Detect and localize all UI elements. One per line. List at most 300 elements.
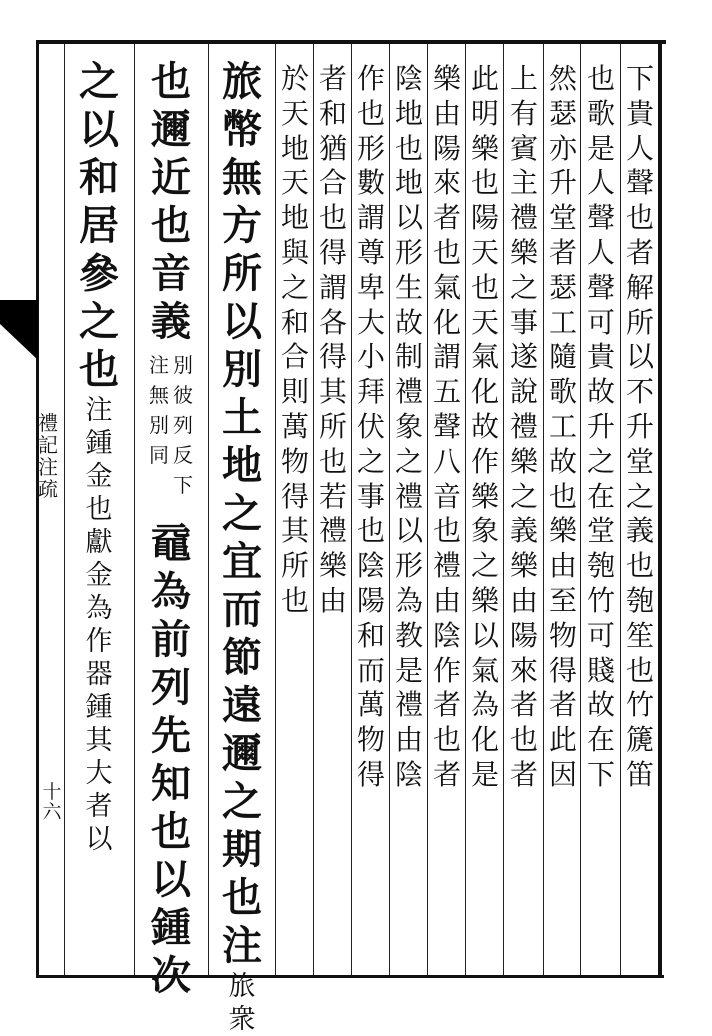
character: 下	[586, 757, 615, 791]
character: 也	[151, 202, 191, 249]
character: 由	[318, 583, 347, 617]
character: 有	[509, 96, 538, 130]
character: 各	[318, 305, 347, 339]
character: 邇	[222, 730, 262, 777]
character: 遂	[509, 340, 538, 374]
character: 器	[85, 659, 113, 690]
character: 得	[548, 653, 577, 687]
character: 獻	[85, 527, 113, 558]
character: 貴	[586, 340, 615, 374]
character: 也	[509, 723, 538, 757]
text-column-2	[583, 62, 619, 793]
column-rule	[351, 44, 352, 975]
character: 至	[548, 583, 577, 617]
character: 人	[586, 235, 615, 269]
character: 其	[85, 725, 113, 756]
character: 謂	[318, 270, 347, 304]
character: 無	[222, 154, 262, 201]
column-12-main	[151, 58, 191, 346]
character: 其	[280, 514, 309, 548]
character: 尊	[356, 235, 385, 269]
character: 工	[548, 409, 577, 443]
column-rule	[503, 44, 504, 975]
character: 謂	[432, 340, 461, 374]
column-rule	[465, 44, 466, 975]
character: 氣	[470, 340, 499, 374]
character: 者	[432, 688, 461, 722]
column-12-annotation	[149, 350, 193, 500]
character: 由	[432, 96, 461, 130]
column-rule	[208, 44, 209, 975]
character: 來	[509, 653, 538, 687]
character: 知	[151, 760, 191, 807]
character: 也	[318, 444, 347, 478]
text-column-4	[506, 62, 542, 793]
character: 之	[356, 444, 385, 478]
text-column-8	[353, 62, 389, 793]
character: 此	[548, 723, 577, 757]
character: 故	[394, 305, 423, 339]
text-column-6	[429, 62, 465, 793]
character: 下	[173, 473, 193, 497]
frame-border-right	[658, 40, 662, 978]
character: 者	[625, 235, 654, 269]
character: 化	[432, 305, 461, 339]
character: 土	[222, 394, 262, 441]
character: 數	[356, 166, 385, 200]
character: 者	[318, 62, 347, 95]
character: 地	[222, 442, 262, 489]
column-rule	[313, 44, 314, 975]
text-column-13	[138, 520, 204, 1000]
text-column-3	[545, 62, 581, 793]
character: 樂	[432, 62, 461, 95]
text-column-1	[622, 62, 658, 793]
text-column-5	[467, 62, 503, 793]
character: 在	[586, 723, 615, 757]
character: 生	[394, 270, 423, 304]
character: 所	[318, 409, 347, 443]
frame-border-left	[36, 40, 39, 978]
character: 反	[173, 443, 193, 467]
character: 禮	[394, 375, 423, 409]
annotation-left	[149, 350, 169, 500]
character: 樂	[318, 549, 347, 583]
character: 故	[586, 688, 615, 722]
character: 陰	[394, 62, 423, 95]
character: 其	[318, 375, 347, 409]
character: 氣	[470, 653, 499, 687]
character: 八	[432, 444, 461, 478]
character: 陽	[509, 618, 538, 652]
character: 和	[79, 154, 119, 201]
character: 形	[394, 549, 423, 583]
character: 樂	[470, 479, 499, 513]
character: 近	[151, 154, 191, 201]
character: 伏	[356, 409, 385, 443]
character: 為	[470, 688, 499, 722]
character: 也	[625, 549, 654, 583]
character: 工	[548, 305, 577, 339]
character: 物	[548, 618, 577, 652]
character: 聲	[586, 270, 615, 304]
character: 禮	[318, 514, 347, 548]
character: 節	[222, 634, 262, 681]
column-rule	[427, 44, 428, 975]
book-title-char: 注	[38, 455, 58, 479]
character: 禮	[394, 479, 423, 513]
character: 歌	[586, 96, 615, 130]
character: 萬	[280, 409, 309, 443]
character: 者	[548, 235, 577, 269]
character: 義	[151, 298, 191, 345]
column-rule	[134, 44, 135, 975]
text-column-12	[138, 58, 204, 500]
character: 解	[625, 270, 654, 304]
folio-number: 十 六	[42, 781, 62, 823]
character: 也	[151, 58, 191, 105]
character: 為	[394, 583, 423, 617]
character: 也	[432, 235, 461, 269]
character: 所	[625, 305, 654, 339]
character: 也	[79, 346, 119, 393]
character: 之	[222, 490, 262, 537]
character: 遠	[222, 682, 262, 729]
character: 之	[222, 778, 262, 825]
character: 音	[432, 479, 461, 513]
character: 是	[394, 653, 423, 687]
character: 也	[85, 494, 113, 525]
character: 天	[470, 305, 499, 339]
character: 氣	[432, 270, 461, 304]
character: 象	[394, 409, 423, 443]
character: 天	[280, 166, 309, 200]
character: 也	[222, 874, 262, 921]
character: 鍾	[85, 692, 113, 723]
character: 以	[79, 106, 119, 153]
character: 無	[149, 383, 169, 407]
frame-border-bottom	[36, 975, 664, 978]
character: 明	[470, 96, 499, 130]
character: 貴	[625, 96, 654, 130]
character: 大	[85, 758, 113, 789]
character: 音	[151, 250, 191, 297]
character: 陰	[432, 618, 461, 652]
character: 主	[509, 166, 538, 200]
character: 得	[318, 340, 347, 374]
character: 由	[394, 723, 423, 757]
character: 所	[280, 549, 309, 583]
character: 和	[356, 618, 385, 652]
character: 陽	[470, 201, 499, 235]
text-column-14	[66, 58, 132, 856]
character: 因	[548, 757, 577, 791]
character: 笙	[625, 618, 654, 652]
character: 教	[394, 618, 423, 652]
character: 物	[280, 444, 309, 478]
character: 之	[470, 549, 499, 583]
character: 合	[280, 340, 309, 374]
character: 別	[149, 413, 169, 437]
character: 鍾	[85, 428, 113, 459]
character: 也	[625, 201, 654, 235]
character: 與	[280, 235, 309, 269]
character: 也	[432, 514, 461, 548]
character: 黿	[151, 520, 191, 567]
character: 由	[548, 549, 577, 583]
character: 來	[432, 166, 461, 200]
character: 所	[222, 250, 262, 297]
character: 合	[318, 166, 347, 200]
character: 得	[356, 757, 385, 791]
character: 作	[470, 444, 499, 478]
character: 升	[548, 166, 577, 200]
character: 天	[470, 235, 499, 269]
character: 也	[625, 653, 654, 687]
character: 猶	[318, 131, 347, 165]
character: 以	[625, 340, 654, 374]
character: 升	[625, 409, 654, 443]
character: 也	[548, 479, 577, 513]
character: 鍾	[151, 904, 191, 951]
character: 瑟	[548, 270, 577, 304]
column-rule	[64, 44, 65, 975]
character: 金	[85, 560, 113, 591]
character: 前	[151, 616, 191, 663]
character: 禮	[394, 688, 423, 722]
character: 陽	[432, 131, 461, 165]
book-title-char: 記	[38, 433, 58, 457]
column-rule	[275, 44, 276, 975]
text-column-10	[277, 62, 313, 619]
book-title-char: 禮	[38, 411, 58, 435]
character: 之	[280, 270, 309, 304]
character: 宜	[222, 538, 262, 585]
character: 地	[280, 131, 309, 165]
character: 為	[151, 568, 191, 615]
character: 也	[470, 270, 499, 304]
character: 由	[432, 583, 461, 617]
character: 天	[280, 96, 309, 130]
character: 人	[625, 131, 654, 165]
character: 為	[85, 593, 113, 624]
character: 以	[151, 856, 191, 903]
character: 衆	[228, 1004, 256, 1035]
character: 之	[79, 58, 119, 105]
character: 也	[280, 583, 309, 617]
character: 不	[625, 375, 654, 409]
character: 者	[548, 688, 577, 722]
character: 旅	[222, 58, 262, 105]
character: 者	[432, 201, 461, 235]
character: 化	[470, 723, 499, 757]
character: 以	[394, 201, 423, 235]
character: 聲	[625, 166, 654, 200]
character: 樂	[509, 444, 538, 478]
character: 故	[586, 375, 615, 409]
character: 參	[79, 250, 119, 297]
character: 作	[356, 62, 385, 95]
character: 則	[280, 375, 309, 409]
character: 別	[222, 346, 262, 393]
character: 樂	[470, 131, 499, 165]
character: 先	[151, 712, 191, 759]
character: 陰	[394, 757, 423, 791]
character: 之	[586, 444, 615, 478]
character: 列	[151, 664, 191, 711]
character: 堂	[586, 514, 615, 548]
character: 禮	[509, 409, 538, 443]
character: 以	[85, 824, 113, 855]
character: 匏	[586, 549, 615, 583]
character: 幣	[222, 106, 262, 153]
character: 堂	[548, 201, 577, 235]
character: 地	[280, 201, 309, 235]
character: 者	[85, 791, 113, 822]
character: 之	[509, 479, 538, 513]
character: 制	[394, 340, 423, 374]
character: 也	[318, 201, 347, 235]
character: 故	[470, 409, 499, 443]
character: 也	[586, 62, 615, 95]
character: 以	[222, 298, 262, 345]
character: 旅	[228, 971, 256, 1002]
character: 注	[222, 922, 262, 969]
character: 在	[586, 479, 615, 513]
character: 是	[586, 131, 615, 165]
character: 和	[318, 96, 347, 130]
column-rule	[620, 44, 621, 975]
character: 同	[149, 443, 169, 467]
character: 五	[432, 375, 461, 409]
character: 是	[470, 757, 499, 791]
character: 得	[318, 235, 347, 269]
character: 注	[149, 353, 169, 377]
character: 然	[548, 62, 577, 95]
character: 邇	[151, 106, 191, 153]
character: 義	[509, 514, 538, 548]
character: 陽	[356, 583, 385, 617]
book-title	[36, 412, 60, 500]
character: 和	[280, 305, 309, 339]
character: 次	[151, 952, 191, 999]
character: 人	[586, 166, 615, 200]
character: 賤	[586, 653, 615, 687]
character: 陰	[356, 549, 385, 583]
character: 期	[222, 826, 262, 873]
character: 謂	[356, 201, 385, 235]
character: 形	[356, 131, 385, 165]
column-rule	[389, 44, 390, 975]
character: 也	[432, 723, 461, 757]
character: 也	[151, 808, 191, 855]
character: 賓	[509, 131, 538, 165]
character: 者	[509, 757, 538, 791]
character: 得	[280, 479, 309, 513]
character: 卑	[356, 270, 385, 304]
character: 歌	[548, 375, 577, 409]
character: 隨	[548, 340, 577, 374]
character: 說	[509, 375, 538, 409]
character: 之	[509, 270, 538, 304]
character: 篪	[625, 723, 654, 757]
character: 禮	[432, 549, 461, 583]
character: 瑟	[548, 96, 577, 130]
character: 故	[548, 444, 577, 478]
character: 以	[470, 618, 499, 652]
annotation-right	[173, 350, 193, 500]
character: 作	[85, 626, 113, 657]
character: 拜	[356, 375, 385, 409]
character: 地	[394, 96, 423, 130]
character: 亦	[548, 131, 577, 165]
character: 事	[356, 479, 385, 513]
character: 萬	[356, 688, 385, 722]
character: 別	[173, 353, 193, 377]
character: 地	[394, 166, 423, 200]
character: 升	[586, 409, 615, 443]
character: 之	[394, 444, 423, 478]
character: 方	[222, 202, 262, 249]
character: 禮	[509, 201, 538, 235]
column-rule	[543, 44, 544, 975]
character: 形	[394, 235, 423, 269]
character: 而	[356, 653, 385, 687]
character: 而	[222, 586, 262, 633]
character: 居	[79, 202, 119, 249]
character: 笛	[625, 757, 654, 791]
character: 彼	[173, 383, 193, 407]
character: 金	[85, 461, 113, 492]
character: 此	[470, 62, 499, 95]
character: 樂	[509, 549, 538, 583]
character: 義	[625, 514, 654, 548]
character: 竹	[586, 583, 615, 617]
character: 象	[470, 514, 499, 548]
character: 事	[509, 305, 538, 339]
character: 匏	[625, 583, 654, 617]
text-column-11	[212, 58, 272, 1036]
character: 於	[280, 62, 309, 95]
character: 下	[625, 62, 654, 95]
character: 樂	[548, 514, 577, 548]
character: 以	[394, 514, 423, 548]
text-column-7	[391, 62, 427, 793]
character: 樂	[470, 583, 499, 617]
character: 化	[470, 375, 499, 409]
character: 注	[85, 395, 113, 426]
character: 列	[173, 413, 193, 437]
character: 聲	[432, 409, 461, 443]
character: 作	[432, 653, 461, 687]
character: 若	[318, 479, 347, 513]
character: 者	[509, 688, 538, 722]
character: 者	[432, 757, 461, 791]
character: 之	[79, 298, 119, 345]
character: 小	[356, 340, 385, 374]
character: 樂	[509, 235, 538, 269]
character: 堂	[625, 444, 654, 478]
character: 聲	[586, 201, 615, 235]
character: 大	[356, 305, 385, 339]
character: 也	[394, 131, 423, 165]
character: 物	[356, 723, 385, 757]
character: 可	[586, 618, 615, 652]
character: 上	[509, 62, 538, 95]
text-column-9	[315, 62, 351, 619]
book-title-char: 疏	[38, 477, 58, 501]
character: 之	[625, 479, 654, 513]
